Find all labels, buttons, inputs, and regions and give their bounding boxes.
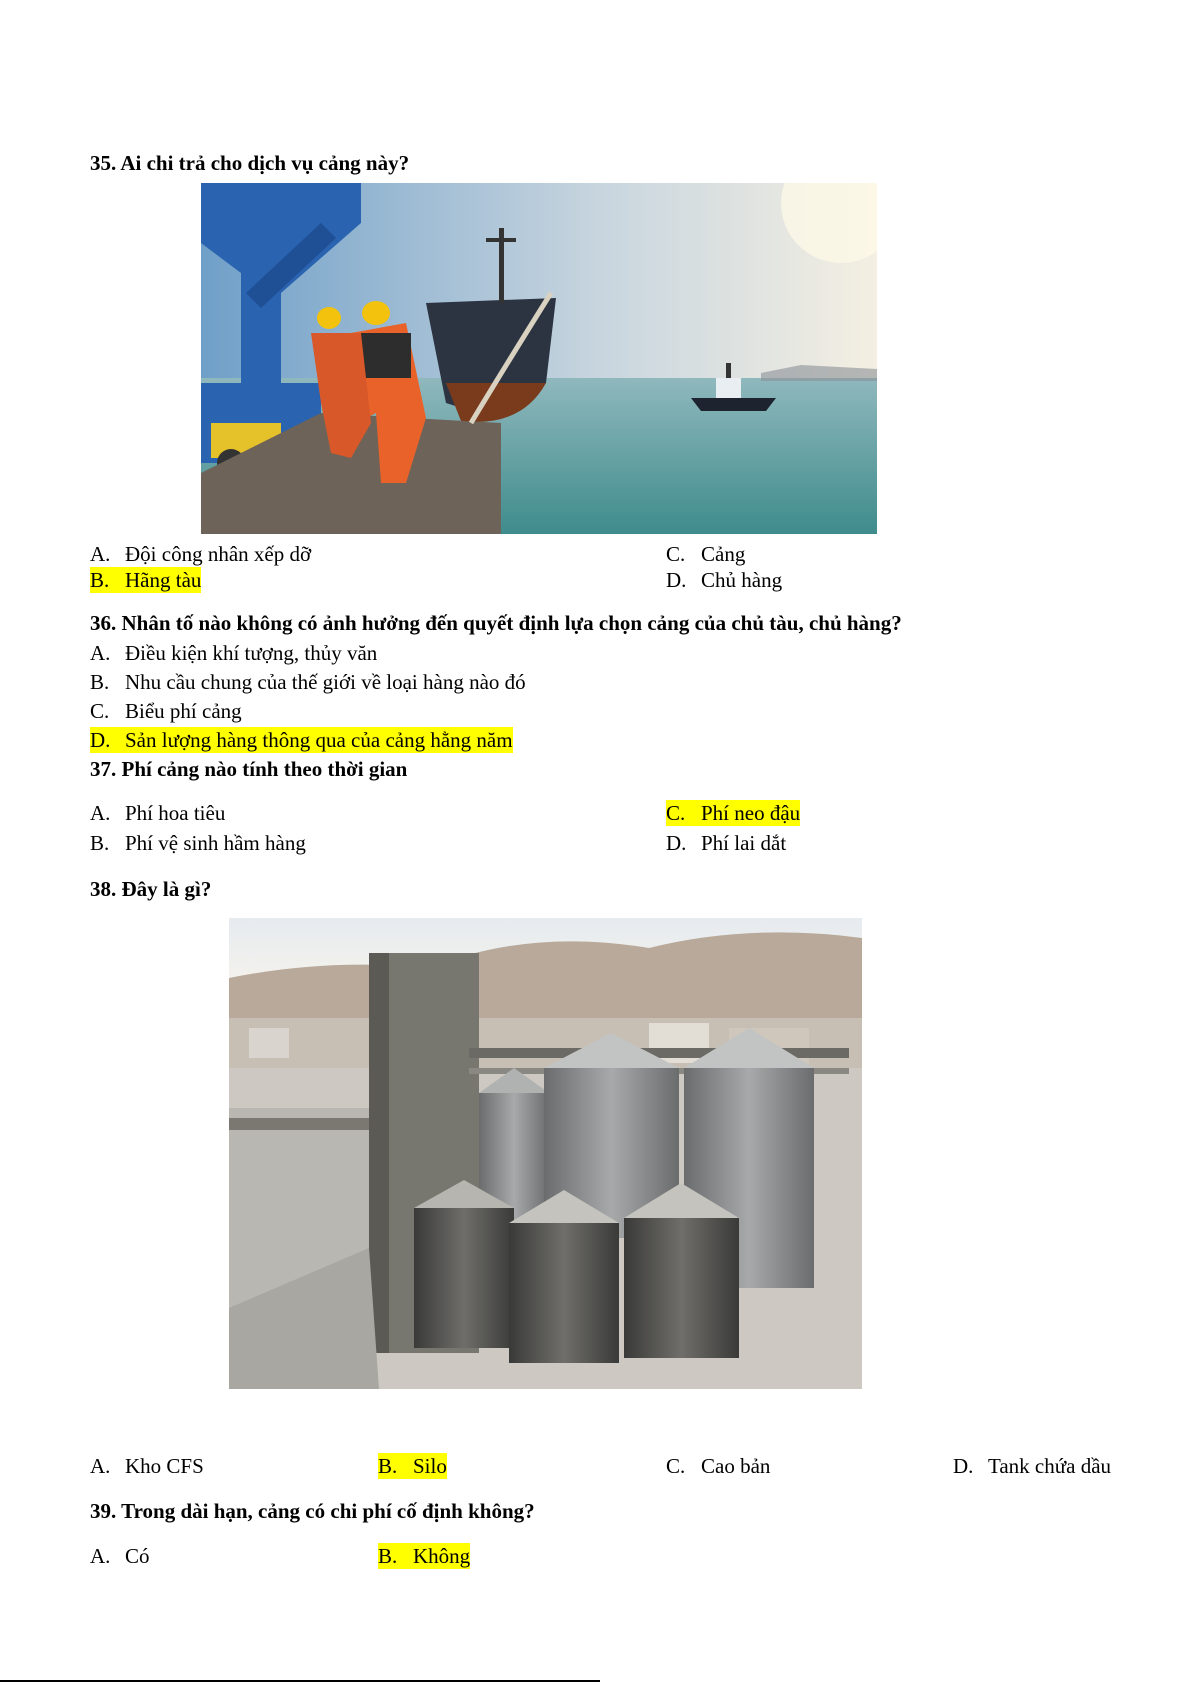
option-text: Không	[413, 1544, 471, 1568]
option-letter: B.	[90, 831, 110, 855]
option-letter: A.	[90, 542, 111, 566]
option-text: Cảng	[701, 542, 746, 566]
q35-option-a[interactable]	[90, 541, 311, 567]
question-35-text: 35. Ai chi trả cho dịch vụ cảng này?	[90, 151, 410, 175]
option-text: Phí lai dắt	[701, 831, 787, 855]
q38-option-a[interactable]	[90, 1453, 204, 1479]
question-39-text: 39. Trong dài hạn, cảng có chi phí cố định không?	[90, 1499, 535, 1523]
q38-option-b[interactable]	[378, 1453, 447, 1479]
option-text: Phí neo đậu	[701, 801, 801, 825]
option-text: Chủ hàng	[701, 568, 783, 592]
q36-option-d[interactable]	[90, 727, 513, 753]
grain-silo-photo	[229, 918, 862, 1389]
question-38-text: 38. Đây là gì?	[90, 877, 212, 901]
question-37-text: 37. Phí cảng nào tính theo thời gian	[90, 757, 408, 781]
q37-option-a[interactable]	[90, 800, 225, 826]
option-letter: A.	[90, 1454, 111, 1478]
q38-option-d[interactable]	[953, 1453, 1111, 1479]
option-text: Cao bản	[701, 1454, 771, 1478]
option-letter: B.	[378, 1544, 398, 1568]
footer-rule	[0, 1680, 600, 1682]
option-text: Biểu phí cảng	[125, 699, 242, 723]
option-letter: A.	[90, 1544, 111, 1568]
option-text: Phí hoa tiêu	[125, 801, 226, 825]
option-letter: B.	[378, 1454, 398, 1478]
option-text: Sản lượng hàng thông qua của cảng hằng năm	[125, 728, 513, 752]
q39-option-b[interactable]	[378, 1543, 470, 1569]
option-text: Phí vệ sinh hầm hàng	[125, 831, 306, 855]
option-letter: A.	[90, 801, 111, 825]
option-letter: B.	[90, 568, 110, 592]
q39-option-a[interactable]	[90, 1543, 150, 1569]
q38-option-c[interactable]	[666, 1453, 770, 1479]
q36-option-c[interactable]	[90, 698, 242, 724]
option-text: Nhu cầu chung của thế giới về loại hàng nào đó	[125, 670, 526, 694]
q35-option-b[interactable]	[90, 567, 201, 593]
option-letter: C.	[90, 699, 110, 723]
q35-option-d[interactable]	[666, 567, 782, 593]
q36-option-a[interactable]	[90, 640, 377, 666]
option-letter: D.	[666, 831, 687, 855]
option-text: Đội công nhân xếp dỡ	[125, 542, 312, 566]
option-letter: D.	[90, 728, 111, 752]
option-text: Có	[125, 1544, 150, 1568]
port-mooring-photo	[201, 183, 877, 534]
question-36-text: 36. Nhân tố nào không có ảnh hưởng đến quyết định lựa chọn cảng của chủ tàu, chủ hàng?	[90, 611, 902, 635]
option-letter: C.	[666, 542, 686, 566]
option-letter: B.	[90, 670, 110, 694]
option-letter: D.	[953, 1454, 974, 1478]
q35-option-c[interactable]	[666, 541, 745, 567]
option-text: Silo	[413, 1454, 447, 1478]
option-text: Kho CFS	[125, 1454, 204, 1478]
option-text: Tank chứa dầu	[988, 1454, 1112, 1478]
option-letter: C.	[666, 801, 686, 825]
option-text: Điều kiện khí tượng, thủy văn	[125, 641, 378, 665]
q37-option-c[interactable]	[666, 800, 800, 826]
option-letter: D.	[666, 568, 687, 592]
q37-option-b[interactable]	[90, 830, 306, 856]
q36-option-b[interactable]	[90, 669, 526, 695]
option-letter: C.	[666, 1454, 686, 1478]
option-text: Hãng tàu	[125, 568, 202, 592]
option-letter: A.	[90, 641, 111, 665]
q37-option-d[interactable]	[666, 830, 786, 856]
